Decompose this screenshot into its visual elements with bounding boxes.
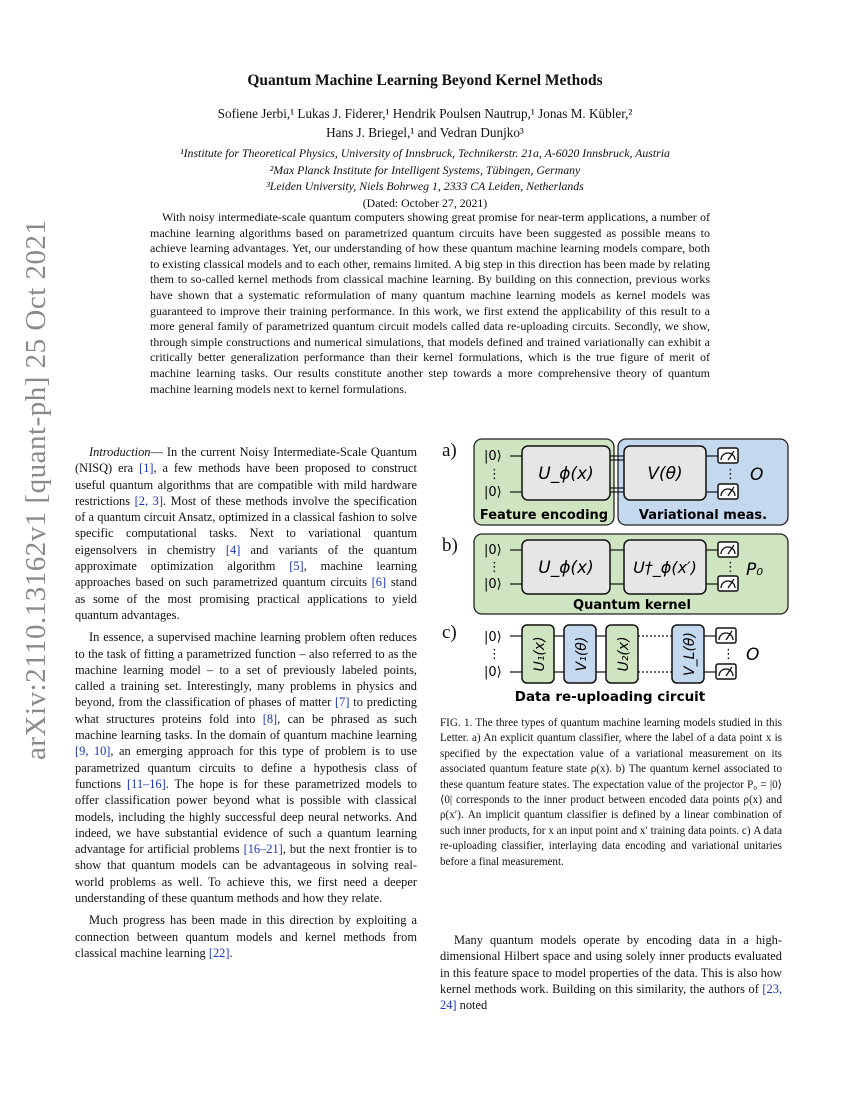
ellipsis-vertical: ⋮ <box>724 560 737 575</box>
circuit-diagrams <box>440 436 792 708</box>
citation-link[interactable]: [1] <box>139 461 154 476</box>
measurement-meter-icon <box>718 484 738 499</box>
affiliation-3: ³Leiden University, Niels Bohrweg 1, 2333 CA Leiden, Netherlands <box>266 179 584 193</box>
panel-b-label: b) <box>442 535 458 556</box>
text-run: and variants of the quantum approximate optimization algorithm <box>75 542 417 574</box>
author-list <box>140 104 710 142</box>
citation-link[interactable]: [22] <box>208 945 230 960</box>
ket-zero-bottom: |0⟩ <box>484 577 502 592</box>
ellipsis-vertical: ⋮ <box>724 467 737 482</box>
ellipsis-vertical: ⋮ <box>722 647 735 662</box>
measurement-meter-icon <box>718 542 738 557</box>
ket-zero-top: |0⟩ <box>484 630 502 645</box>
affiliations <box>100 145 750 211</box>
panel-c-label: c) <box>442 622 457 643</box>
paper-title: Quantum Machine Learning Beyond Kernel Methods <box>247 72 603 89</box>
text-run: — In the current Noisy Intermediate-Scale Quantum (NISQ) era <box>75 445 417 476</box>
citation-link[interactable]: [2, 3] <box>134 493 163 508</box>
citation-link[interactable]: [5] <box>289 559 304 574</box>
citation-link[interactable]: [4] <box>225 542 241 557</box>
ket-zero-bottom: |0⟩ <box>484 485 502 500</box>
right-column-paragraph <box>440 932 782 1013</box>
gate-u-phi-x-label: U_ϕ(x) <box>538 558 594 578</box>
gate-u-phi-x-label: U_ϕ(x) <box>538 464 594 484</box>
ket-zero-top: |0⟩ <box>484 543 502 558</box>
intro-paragraph-1 <box>75 444 417 623</box>
text-run: , but the next frontier is to show that quantum models can be advantageous in solving real-world problems as well. To achieve this, we first need a deeper understanding of these quantum methods and how they relate. <box>75 842 418 906</box>
gate-vl-label: V_L(θ) <box>682 632 698 676</box>
ket-zero-top: |0⟩ <box>484 449 502 464</box>
gate-v-theta-label: V(θ) <box>647 464 683 484</box>
gate-u-phi-dagger-label: U†_ϕ(x′) <box>633 558 697 577</box>
text-run: Many quantum models operate by encoding data in a high-dimensional Hilbert space and using solely inner products evaluated in this feature space to model properties of the data. This is also how kernel methods work. Building on this similarity, the authors of <box>440 933 782 996</box>
abstract: With noisy intermediate-scale quantum computers showing great promise for near-term applications, a number of machine learning algorithms based on parametrized quantum circuits have been suggested as possible means to achieve learning advantages. Yet, our understanding of how these quantum machine learning models compare, both to existing classical models and to each other, remains limited. A big step in this direction has been made by relating them to so-called kernel methods from classical machine learning. By building on this connection, previous works have shown that a systematic reformulation of many quantum machine learning models as kernel models was guaranteed to improve their training performance. In this work, we first extend the applicability of this result to a more general family of parametrized quantum circuit models called data re-uploading circuits. Secondly, we show, through simple constructions and numerical simulations, that models defined and trained variationally can exhibit a critically better generalization performance than their kernel formulations, which is the true figure of merit of machine learning tasks. Our results constitute another step towards a more comprehensive theory of quantum machine learning models next to kernel formulations. <box>150 210 710 396</box>
citation-link[interactable]: [11–16] <box>126 776 166 791</box>
left-column <box>75 444 417 967</box>
citation-link[interactable]: [8] <box>262 711 278 726</box>
variational-meas-label: Variational meas. <box>638 508 768 523</box>
gate-u1-label: U₁(x) <box>532 636 548 672</box>
citation-link[interactable]: [7] <box>335 695 350 710</box>
text-run: . Most of these methods involve the specification of a quantum circuit Ansatz, optimized in a classical fashion to solve specific computational tasks. Next to variational quantum eigensolvers in chemistry <box>75 493 417 557</box>
citation-link[interactable]: [23, 24] <box>440 981 782 1013</box>
text-run: In essence, a supervised machine learning problem often reduces to the task of fitting a parametrized function – also referred to as the machine learning model – to a set of previously labeled points, called a training set. Interestingly, many problems in physics and beyond, from the classification of phases of matter <box>75 630 417 710</box>
authors-line-2: Hans J. Briegel,¹ and Vedran Dunjko³ <box>326 125 524 140</box>
arxiv-identifier: arXiv:2110.13162v1 [quant-ph] 25 Oct 2021 <box>20 219 52 760</box>
text-run: , machine learning approaches based on such parametrized quantum circuits <box>75 559 418 590</box>
observable-o: O <box>746 645 760 665</box>
ellipsis-vertical: ⋮ <box>488 467 501 482</box>
text-run: . The hope is for these parametrized models to offer classification power beyond what is possible with classical models, including the highly successful deep neural networks. And indeed, we have substantial evidence of such a quantum learning advantage for artificial problems <box>75 776 417 857</box>
panel-a-label: a) <box>442 440 457 461</box>
figure-1 <box>440 436 792 708</box>
gate-v1-label: V₁(θ) <box>574 636 590 672</box>
citation-link[interactable]: [16–21] <box>243 842 283 857</box>
text-run: , can be phrased as such machine learning tasks. In the domain of quantum machine learning <box>75 711 417 743</box>
intro-paragraph-2 <box>75 629 417 906</box>
text-run: , an emerging approach for this type of problem is to use parametrized quantum circuits to define a hypothesis class of functions <box>75 744 417 791</box>
text-run: Much progress has been made in this direction by exploiting a connection between quantum models and kernel methods from classical machine learning <box>75 913 417 960</box>
measurement-meter-icon <box>716 664 736 679</box>
intro-paragraph-3 <box>75 912 417 961</box>
feature-encoding-label: Feature encoding <box>479 508 609 523</box>
text-run: , a few methods have been proposed to construct useful quantum algorithms that are compatible with mild hardware restrictions <box>75 461 417 508</box>
observable-o: O <box>750 465 764 485</box>
authors-line-1: Sofiene Jerbi,¹ Lukas J. Fiderer,¹ Hendrik Poulsen Nautrup,¹ Jonas M. Kübler,² <box>217 106 633 121</box>
text-run: noted <box>456 998 488 1013</box>
ellipsis-vertical: ⋮ <box>488 560 501 575</box>
affiliation-1: ¹Institute for Theoretical Physics, University of Innsbruck, Technikerstr. 21a, A-6020 Innsbruck, Austria <box>180 146 670 160</box>
dated-line: (Dated: October 27, 2021) <box>362 195 488 210</box>
measurement-meter-icon <box>716 628 736 643</box>
ellipsis-vertical: ⋮ <box>488 647 501 662</box>
affiliation-2: ²Max Planck Institute for Intelligent Systems, Tübingen, Germany <box>269 162 581 177</box>
projector-p0: P₀ <box>746 560 764 580</box>
intro-heading: Introduction <box>89 445 151 459</box>
gate-u2-label: U₂(x) <box>616 636 632 672</box>
quantum-kernel-label: Quantum kernel <box>573 598 691 613</box>
citation-link[interactable]: [9, 10] <box>75 744 111 759</box>
text-run: stand as some of the most promising practical applications to yield quantum advantages. <box>75 575 417 622</box>
text-run: . <box>229 945 233 960</box>
measurement-meter-icon <box>718 448 738 463</box>
ket-zero-bottom: |0⟩ <box>484 665 502 680</box>
citation-link[interactable]: [6] <box>371 575 387 590</box>
figure-caption: FIG. 1. The three types of quantum machine learning models studied in this Letter. a) An explicit quantum classifier, where the label of a data point x is specified by the expectation value of a variational measurement on its associated quantum feature state ρ(x). b) The quantum kernel associated to these quantum feature states. The expectation value of the projector P₀ = |0⟩⟨0| corresponds to the inner product between encoded data points ρ(x) and ρ(x′). An implicit quantum classifier is defined by a linear combination of such inner products, for x an input point and x′ training data points. c) A data re-uploading classifier, interlaying data encoding and variational unitaries before a final measurement. <box>440 717 782 868</box>
measurement-meter-icon <box>718 576 738 591</box>
text-run: to predicting what structures proteins fold into <box>75 695 417 726</box>
data-reuploading-label: Data re-uploading circuit <box>514 689 706 705</box>
